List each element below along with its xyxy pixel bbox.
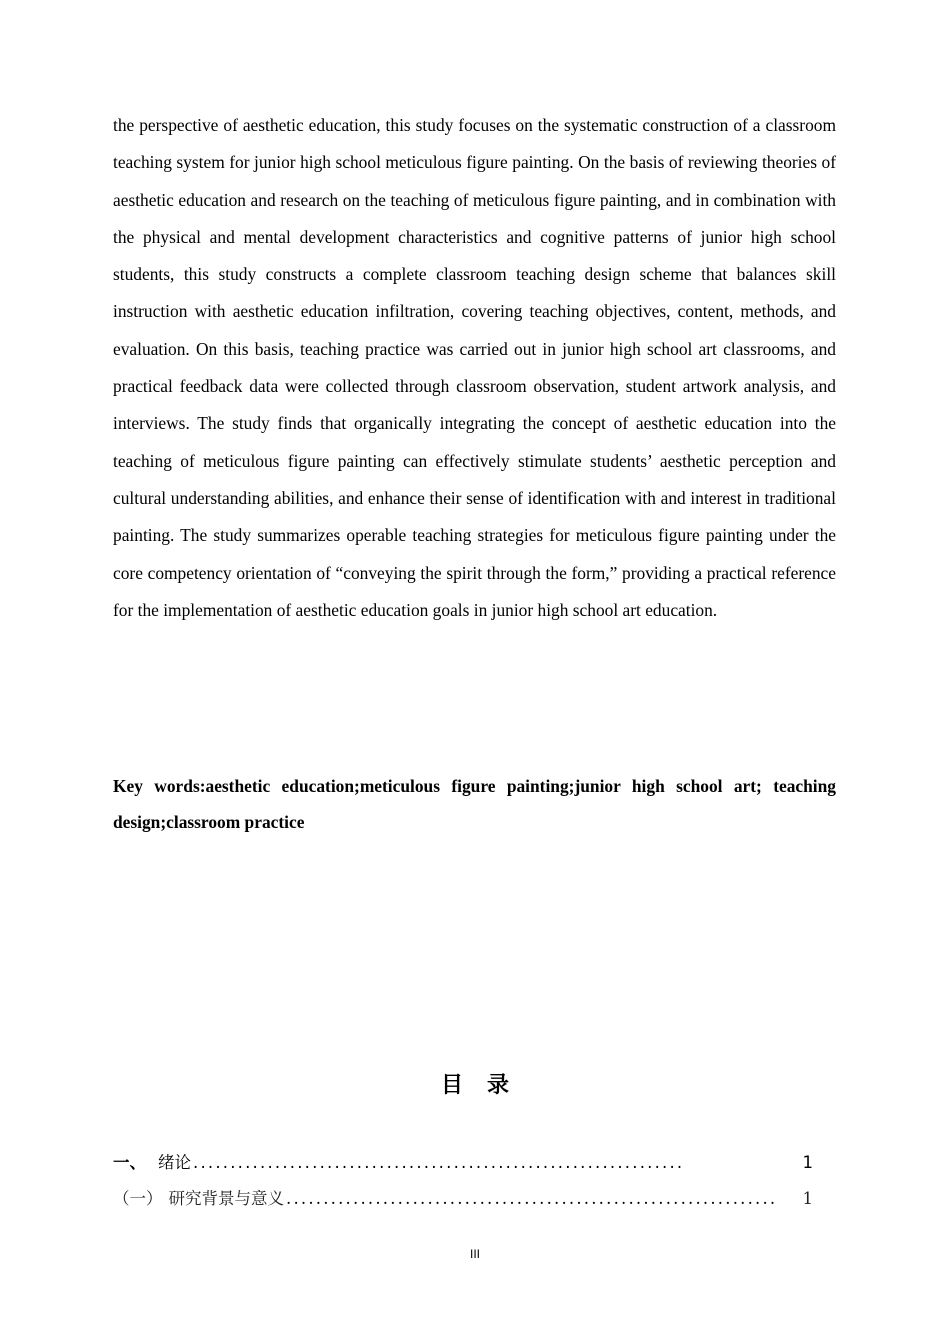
toc-dot-leader: ..................................................................	[193, 1153, 685, 1172]
toc-entry-number: 一、	[113, 1153, 146, 1172]
toc-dot-leader: ..................................................................	[286, 1189, 778, 1208]
toc-entry-background[interactable]	[113, 1185, 813, 1209]
toc-title: 目录	[440, 1073, 533, 1098]
toc-entry-number: （一）	[113, 1189, 163, 1208]
toc-entry-title: 绪论	[158, 1153, 191, 1172]
keywords-label: Key words:	[113, 776, 206, 796]
toc-entry-page: 1	[802, 1189, 813, 1208]
page-number: III	[469, 1247, 480, 1261]
toc-entry-introduction[interactable]	[113, 1149, 813, 1173]
keywords	[113, 768, 836, 840]
abstract-body: the perspective of aesthetic education, this study focuses on the systematic construction of a classroom teaching system for junior high school meticulous figure painting. On the basis of reviewing theories of aesthetic education and research on the teaching of meticulous figure painting, and in combination with the physical and mental development characteristics and cognitive patterns of junior high school students, this study constructs a complete classroom teaching design scheme that balances skill instruction with aesthetic education infiltration, covering teaching objectives, content, methods, and evaluation. On this basis, teaching practice was carried out in junior high school art classrooms, and practical feedback data were collected through classroom observation, student artwork analysis, and interviews. The study finds that organically integrating the concept of aesthetic education into the teaching of meticulous figure painting can effectively stimulate students’ aesthetic perception and cultural understanding abilities, and enhance their sense of identification with and interest in traditional painting. The study summarizes operable teaching strategies for meticulous figure painting under the core competency orientation of “conveying the spirit through the form,” providing a practical reference for the implementation of aesthetic education goals in junior high school art education.	[113, 115, 836, 620]
toc-entry-page: 1	[802, 1153, 813, 1172]
toc-entry-title: 研究背景与意义	[168, 1189, 284, 1208]
keywords-text: aesthetic education;meticulous figure painting;junior high school art; teaching design;classroom practice	[113, 776, 836, 832]
